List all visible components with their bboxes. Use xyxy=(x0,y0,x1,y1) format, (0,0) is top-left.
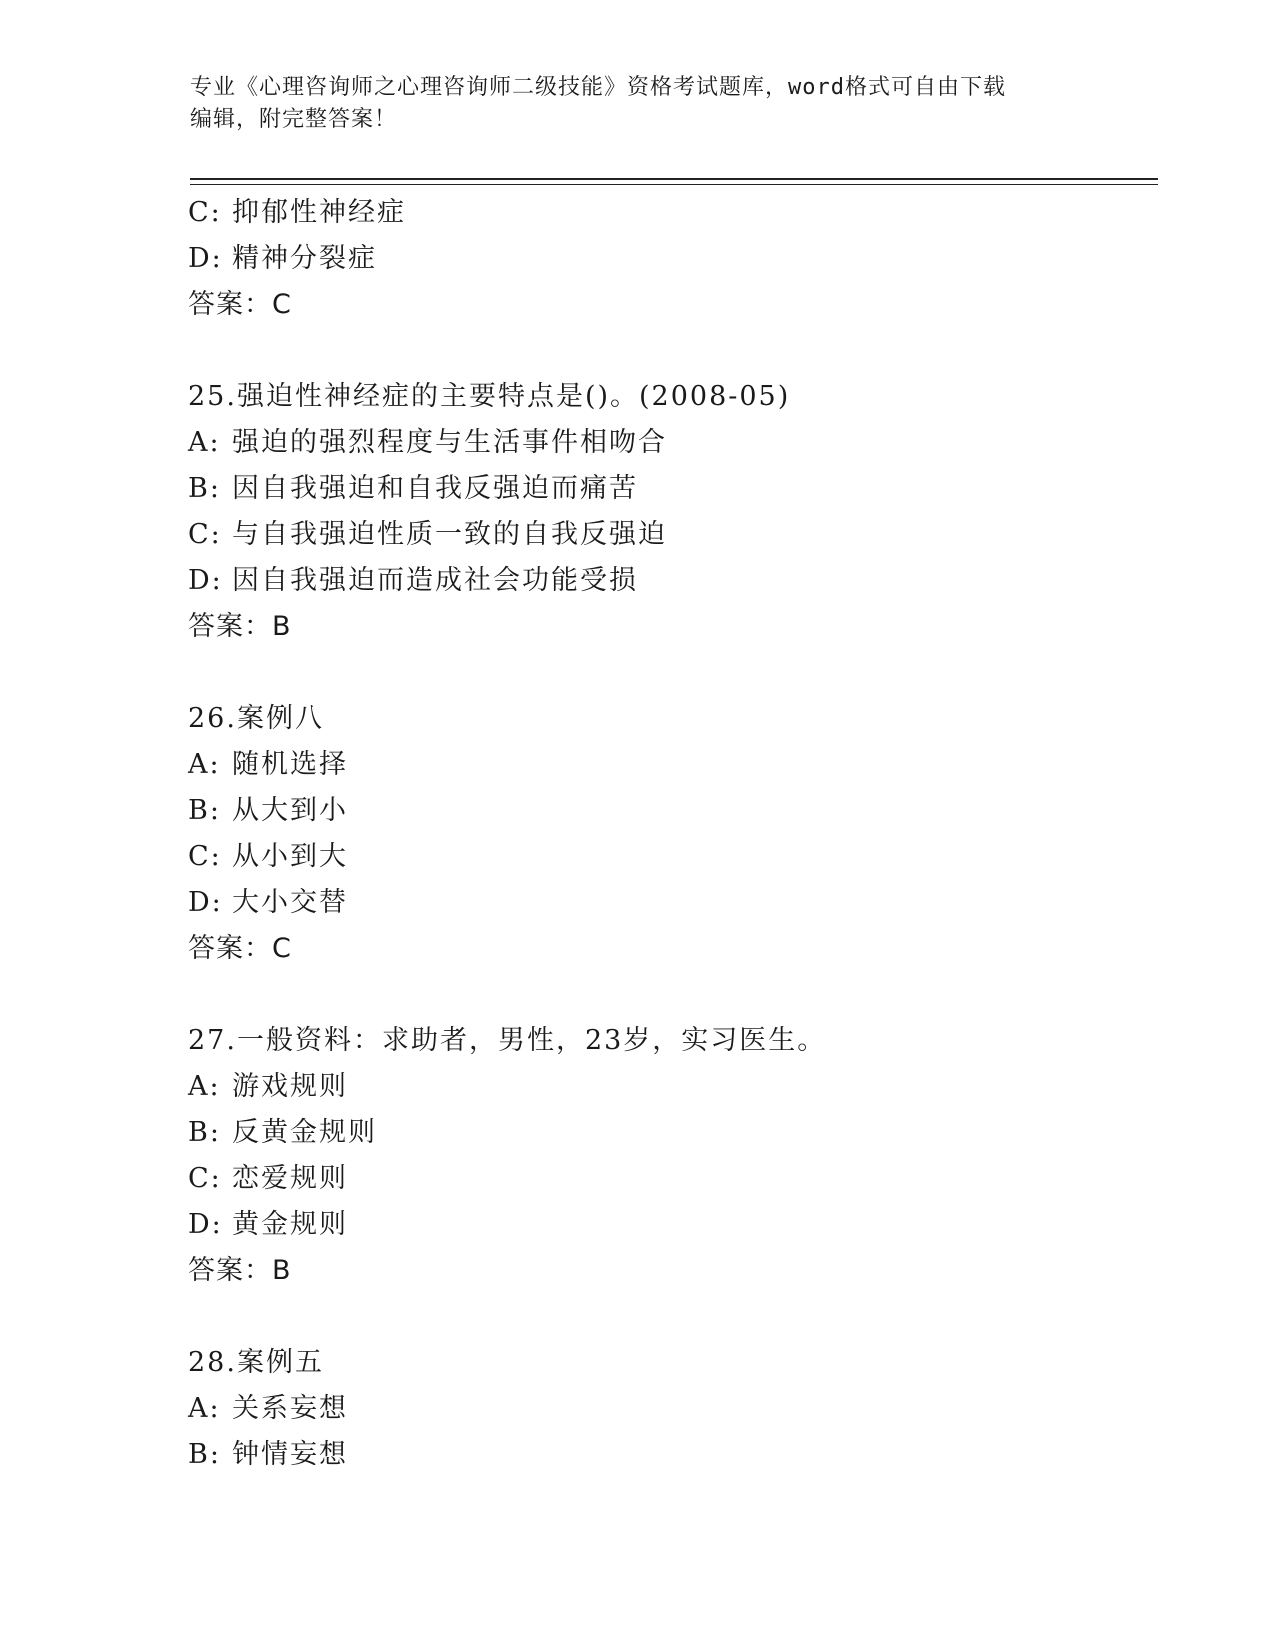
option-key: C: xyxy=(188,841,222,872)
option-key: B: xyxy=(188,795,221,826)
option-key: A: xyxy=(188,427,221,458)
question-text: 26.案例八 xyxy=(188,703,324,734)
question-block xyxy=(188,696,1148,972)
option-row xyxy=(188,1110,1148,1156)
option-key: D: xyxy=(188,565,223,596)
question-text: 25.强迫性神经症的主要特点是()。(2008-05) xyxy=(188,381,791,412)
option-text: 反黄金规则 xyxy=(232,1117,377,1148)
block-spacer xyxy=(188,1294,1148,1340)
header-line-2: 编辑，附完整答案！ xyxy=(190,107,398,132)
option-text: 黄金规则 xyxy=(232,1209,348,1240)
option-key: A: xyxy=(188,1393,221,1424)
option-row xyxy=(188,236,1148,282)
option-text: 从大到小 xyxy=(232,795,348,826)
option-row xyxy=(188,1064,1148,1110)
option-row xyxy=(188,1386,1148,1432)
option-row xyxy=(188,420,1148,466)
option-text: 因自我强迫而造成社会功能受损 xyxy=(232,565,638,596)
option-text: 强迫的强烈程度与生活事件相吻合 xyxy=(232,427,667,458)
option-key: C: xyxy=(188,1163,222,1194)
option-text: 随机选择 xyxy=(232,749,348,780)
option-row xyxy=(188,1202,1148,1248)
option-row xyxy=(188,190,1148,236)
option-row xyxy=(188,1156,1148,1202)
option-text: 从小到大 xyxy=(232,841,348,872)
question-text: 27.一般资料：求助者，男性，23岁，实习医生。 xyxy=(188,1025,827,1056)
header-divider-thin xyxy=(190,184,1158,185)
option-text: 恋爱规则 xyxy=(232,1163,348,1194)
question-list xyxy=(188,190,1148,1478)
option-text: 与自我强迫性质一致的自我反强迫 xyxy=(232,519,667,550)
option-key: B: xyxy=(188,473,221,504)
block-spacer xyxy=(188,328,1148,374)
answer-text: 答案：C xyxy=(188,289,292,320)
question-block xyxy=(188,1340,1148,1478)
option-text: 钟情妄想 xyxy=(232,1439,348,1470)
option-text: 抑郁性神经症 xyxy=(232,197,406,228)
option-row xyxy=(188,788,1148,834)
option-key: B: xyxy=(188,1117,221,1148)
option-key: D: xyxy=(188,243,223,274)
block-spacer xyxy=(188,972,1148,1018)
question-text: 28.案例五 xyxy=(188,1347,324,1378)
option-key: A: xyxy=(188,1071,221,1102)
block-spacer xyxy=(188,650,1148,696)
option-text: 游戏规则 xyxy=(232,1071,348,1102)
option-row xyxy=(188,1432,1148,1478)
question-block xyxy=(188,190,1148,328)
option-text: 大小交替 xyxy=(232,887,348,918)
option-row xyxy=(188,880,1148,926)
document-header xyxy=(190,72,1070,136)
option-row xyxy=(188,466,1148,512)
option-row xyxy=(188,742,1148,788)
header-divider-thick xyxy=(190,178,1158,180)
answer-text: 答案：B xyxy=(188,1255,292,1286)
option-key: A: xyxy=(188,749,221,780)
option-text: 因自我强迫和自我反强迫而痛苦 xyxy=(232,473,638,504)
option-text: 精神分裂症 xyxy=(232,243,377,274)
option-row xyxy=(188,558,1148,604)
answer-text: 答案：B xyxy=(188,611,292,642)
option-key: B: xyxy=(188,1439,221,1470)
option-text: 关系妄想 xyxy=(232,1393,348,1424)
option-key: D: xyxy=(188,1209,223,1240)
question-block xyxy=(188,374,1148,650)
answer-text: 答案：C xyxy=(188,933,292,964)
option-row xyxy=(188,512,1148,558)
question-block xyxy=(188,1018,1148,1294)
option-key: C: xyxy=(188,197,222,228)
header-line-1: 专业《心理咨询师之心理咨询师二级技能》资格考试题库，word格式可自由下载 xyxy=(190,75,1006,100)
option-row xyxy=(188,834,1148,880)
option-key: C: xyxy=(188,519,222,550)
option-key: D: xyxy=(188,887,223,918)
